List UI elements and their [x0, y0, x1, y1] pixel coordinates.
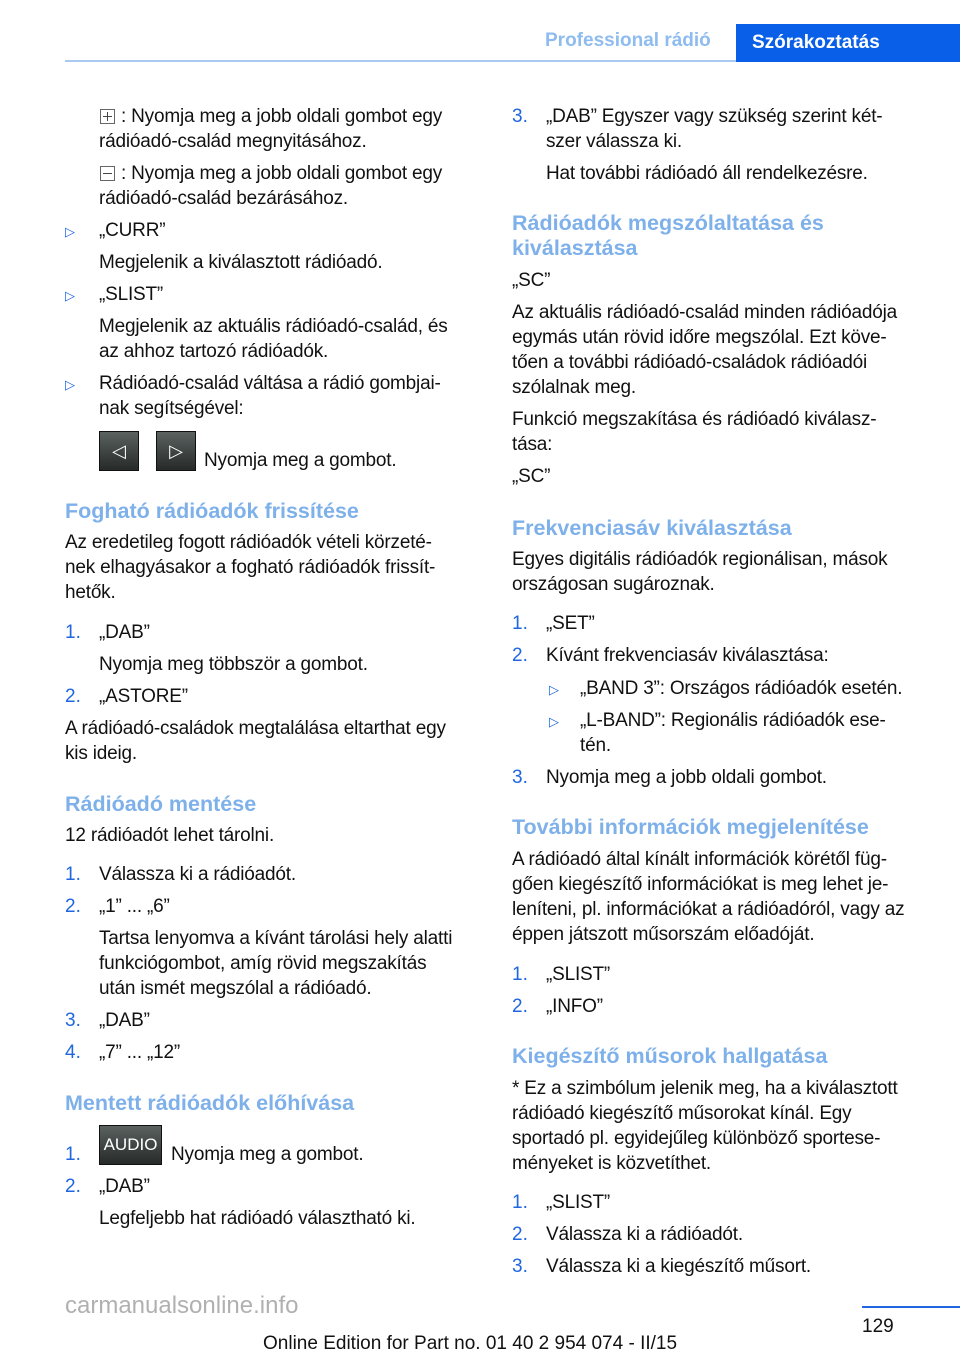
audio-button-icon: AUDIO: [99, 1125, 162, 1165]
text: tén.: [580, 735, 611, 756]
step-text: „1” ... „6”: [99, 896, 170, 917]
step-text: „DAB”: [99, 622, 150, 643]
section-heading: Mentett rádióadók előhívása: [65, 1091, 355, 1115]
text: funkciógombot, amíg rövid megszakítás: [99, 953, 427, 974]
text: sportadó pl. egyidejűleg különböző sportese-: [512, 1128, 881, 1149]
step-text: Válassza ki a kiegészítő műsort.: [546, 1256, 811, 1277]
bullet-triangle-icon: ▷: [65, 224, 75, 239]
text: „SC”: [512, 270, 551, 291]
page-number: 129: [862, 1316, 894, 1337]
step-number: 1.: [512, 964, 528, 985]
plus-box-icon: [100, 109, 115, 124]
text: az ahhoz tartozó rádióadók.: [99, 341, 329, 362]
bullet-title: „CURR”: [99, 220, 166, 241]
text: Az aktuális rádióadó-család minden rádióadója: [512, 302, 897, 323]
step-text: szer válassza ki.: [546, 131, 682, 152]
previous-arrow-button-icon: ◁: [99, 431, 139, 471]
step-text: Válassza ki a rádióadót.: [99, 864, 296, 885]
step-number: 3.: [512, 767, 528, 788]
text: után ismét megszólal a rádióadó.: [99, 978, 372, 999]
section-heading: Fogható rádióadók frissítése: [65, 499, 359, 523]
text: Megjelenik a kiválasztott rádióadó.: [99, 252, 383, 273]
text: „BAND 3”: Országos rádióadók esetén.: [580, 678, 903, 699]
text: szólalnak meg.: [512, 377, 636, 398]
section-title: Professional rádió: [545, 30, 711, 51]
next-arrow-button-icon: ▷: [156, 431, 196, 471]
bullet-title: Rádióadó-család váltása a rádió gombjai-: [99, 373, 441, 394]
bullet-triangle-icon: ▷: [65, 377, 75, 392]
text: * Ez a szimbólum jelenik meg, ha a kiválasztott: [512, 1078, 898, 1099]
text: Legfeljebb hat rádióadó választható ki.: [99, 1208, 416, 1229]
watermark: carmanualsonline.info: [65, 1292, 299, 1319]
text: : Nyomja meg a jobb oldali gombot egy: [121, 163, 443, 184]
bullet-triangle-icon: ▷: [549, 714, 559, 729]
section-heading: Frekvenciasáv kiválasztása: [512, 516, 792, 540]
section-heading: Rádióadók megszólaltatása és: [512, 211, 824, 235]
step-number: 1.: [65, 864, 81, 885]
text: Nyomja meg a gombot.: [204, 450, 397, 471]
section-heading: További információk megjelenítése: [512, 815, 869, 839]
text: tően a további rádióadó-családok rádióadói: [512, 352, 867, 373]
step-number: 2.: [512, 996, 528, 1017]
step-text: Nyomja meg a jobb oldali gombot.: [546, 767, 827, 788]
step-text: Kívánt frekvenciasáv kiválasztása:: [546, 645, 829, 666]
minus-box-icon: [100, 166, 115, 181]
text: tása:: [512, 434, 553, 455]
text: rádióadó kiegészítő műsorokat kínál. Egy: [512, 1103, 852, 1124]
footer-divider: [862, 1306, 960, 1308]
step-number: 1.: [65, 622, 81, 643]
bullet-triangle-icon: ▷: [549, 682, 559, 697]
text: nek elhagyásakor a fogható rádióadók frissít-: [65, 557, 436, 578]
section-heading: kiválasztása: [512, 236, 638, 260]
step-text: Nyomja meg a gombot.: [171, 1144, 364, 1165]
text: 12 rádióadót lehet tárolni.: [65, 825, 275, 846]
text: rádióadó-család megnyitásához.: [99, 131, 367, 152]
text: A rádióadó által kínált információk körétől füg-: [512, 849, 887, 870]
text: kis ideig.: [65, 743, 137, 764]
step-number: 1.: [512, 1192, 528, 1213]
text: nak segítségével:: [99, 398, 244, 419]
step-text: „7” ... „12”: [99, 1042, 181, 1063]
text: leníteni, pl. információkat a rádióadóról, vagy az: [512, 899, 905, 920]
step-text: „DAB” Egyszer vagy szükség szerint két-: [546, 106, 883, 127]
step-number: 2.: [512, 645, 528, 666]
step-number: 1.: [65, 1144, 81, 1165]
step-number: 2.: [512, 1224, 528, 1245]
text: gően kiegészítő információkat is meg lehet je-: [512, 874, 889, 895]
text: ményeket is közvetíthet.: [512, 1153, 712, 1174]
step-number: 2.: [65, 1176, 81, 1197]
text: : Nyomja meg a jobb oldali gombot egy: [121, 106, 443, 127]
step-number: 3.: [65, 1010, 81, 1031]
text: A rádióadó-családok megtalálása eltarthat egy: [65, 718, 446, 739]
step-number: 3.: [512, 106, 528, 127]
step-text: „SLIST”: [546, 964, 611, 985]
text: Tartsa lenyomva a kívánt tárolási hely alatti: [99, 928, 453, 949]
text: éppen játszott műsorszám előadóját.: [512, 924, 815, 945]
text: hetők.: [65, 582, 116, 603]
text: Megjelenik az aktuális rádióadó-család, és: [99, 316, 448, 337]
step-number: 2.: [65, 686, 81, 707]
section-heading: Kiegészítő műsorok hallgatása: [512, 1044, 828, 1068]
step-number: 4.: [65, 1042, 81, 1063]
text: Egyes digitális rádióadók regionálisan, mások: [512, 549, 888, 570]
text: „L-BAND”: Regionális rádióadók ese-: [580, 710, 886, 731]
step-number: 1.: [512, 613, 528, 634]
step-number: 2.: [65, 896, 81, 917]
step-number: 3.: [512, 1256, 528, 1277]
step-text: „ASTORE”: [99, 686, 188, 707]
text: egymás után rövid időre megszólal. Ezt köve-: [512, 327, 887, 348]
step-text: Válassza ki a rádióadót.: [546, 1224, 743, 1245]
text: Nyomja meg többször a gombot.: [99, 654, 368, 675]
header-divider: [65, 60, 736, 62]
text: Az eredetileg fogott rádióadók vételi körzeté-: [65, 532, 432, 553]
chapter-tab: Szórakoztatás: [736, 24, 960, 62]
step-text: „INFO”: [546, 996, 603, 1017]
step-text: „DAB”: [99, 1010, 150, 1031]
step-text: „SLIST”: [546, 1192, 611, 1213]
text: rádióadó-család bezárásához.: [99, 188, 348, 209]
text: „SC”: [512, 466, 551, 487]
step-text: „SET”: [546, 613, 595, 634]
section-heading: Rádióadó mentése: [65, 792, 257, 816]
step-text: „DAB”: [99, 1176, 150, 1197]
edition-text: Online Edition for Part no. 01 40 2 954 074 - II/15: [263, 1333, 678, 1354]
bullet-title: „SLIST”: [99, 284, 164, 305]
text: országosan sugároznak.: [512, 574, 715, 595]
bullet-triangle-icon: ▷: [65, 288, 75, 303]
text: Hat további rádióadó áll rendelkezésre.: [546, 163, 868, 184]
text: Funkció megszakítása és rádióadó kiválasz-: [512, 409, 877, 430]
